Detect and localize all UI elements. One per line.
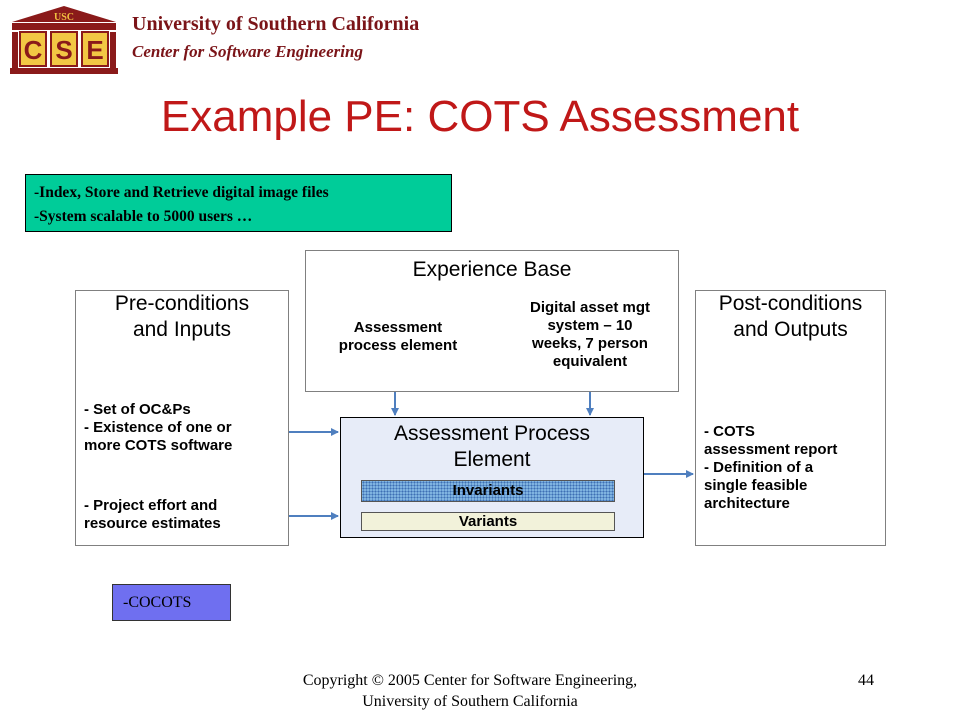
experience-right-line-4: equivalent bbox=[552, 353, 628, 370]
university-name: University of Southern California bbox=[132, 13, 420, 35]
preconditions-heading-line-2: and Inputs bbox=[132, 318, 232, 341]
slide-title: Example PE: COTS Assessment bbox=[160, 92, 800, 141]
logo-letter-c: C bbox=[23, 35, 43, 65]
precondition-item-4: - Project effort and bbox=[84, 497, 218, 514]
experience-right-line-1: Digital asset mgt bbox=[529, 299, 651, 316]
postcondition-item-5: architecture bbox=[704, 495, 790, 512]
footer-line-2: University of Southern California bbox=[362, 693, 578, 710]
footer-line-1: Copyright © 2005 Center for Software Engineering, bbox=[302, 672, 638, 689]
postcondition-item-3: - Definition of a bbox=[704, 459, 814, 476]
experience-right-line-2: system – 10 bbox=[547, 317, 633, 334]
postcondition-item-4: single feasible bbox=[704, 477, 808, 494]
experience-base-heading: Experience Base bbox=[412, 258, 572, 281]
invariants-bar: Invariants bbox=[361, 480, 615, 502]
requirement-line-1: -Index, Store and Retrieve digital image files bbox=[34, 184, 329, 201]
footer-copyright bbox=[220, 670, 720, 712]
experience-right-line-3: weeks, 7 person bbox=[532, 335, 648, 352]
process-heading-line-2: Element bbox=[453, 448, 531, 471]
logo-letter-s: S bbox=[55, 35, 73, 65]
precondition-item-2: - Existence of one or bbox=[84, 419, 232, 436]
page-number: 44 bbox=[858, 672, 874, 689]
precondition-item-3: more COTS software bbox=[84, 437, 233, 454]
preconditions-heading-line-1: Pre-conditions bbox=[114, 292, 250, 315]
experience-left-line-2: process element bbox=[338, 337, 458, 354]
experience-left-line-1: Assessment bbox=[353, 319, 443, 336]
logo-usc-text: USC bbox=[53, 12, 75, 23]
precondition-item-5: resource estimates bbox=[84, 515, 221, 532]
cocots-box: -COCOTS bbox=[112, 584, 231, 621]
requirement-line-2: -System scalable to 5000 users … bbox=[34, 208, 253, 225]
postconditions-heading-line-1: Post-conditions bbox=[718, 292, 863, 315]
precondition-item-1: - Set of OC&Ps bbox=[84, 401, 191, 418]
logo-letter-e: E bbox=[86, 35, 104, 65]
process-heading-line-1: Assessment Process bbox=[393, 422, 591, 445]
postconditions-heading-line-2: and Outputs bbox=[733, 318, 848, 341]
variants-bar: Variants bbox=[361, 512, 615, 531]
center-name: Center for Software Engineering bbox=[132, 42, 363, 61]
postcondition-item-2: assessment report bbox=[704, 441, 838, 458]
postcondition-item-1: - COTS bbox=[704, 423, 755, 440]
